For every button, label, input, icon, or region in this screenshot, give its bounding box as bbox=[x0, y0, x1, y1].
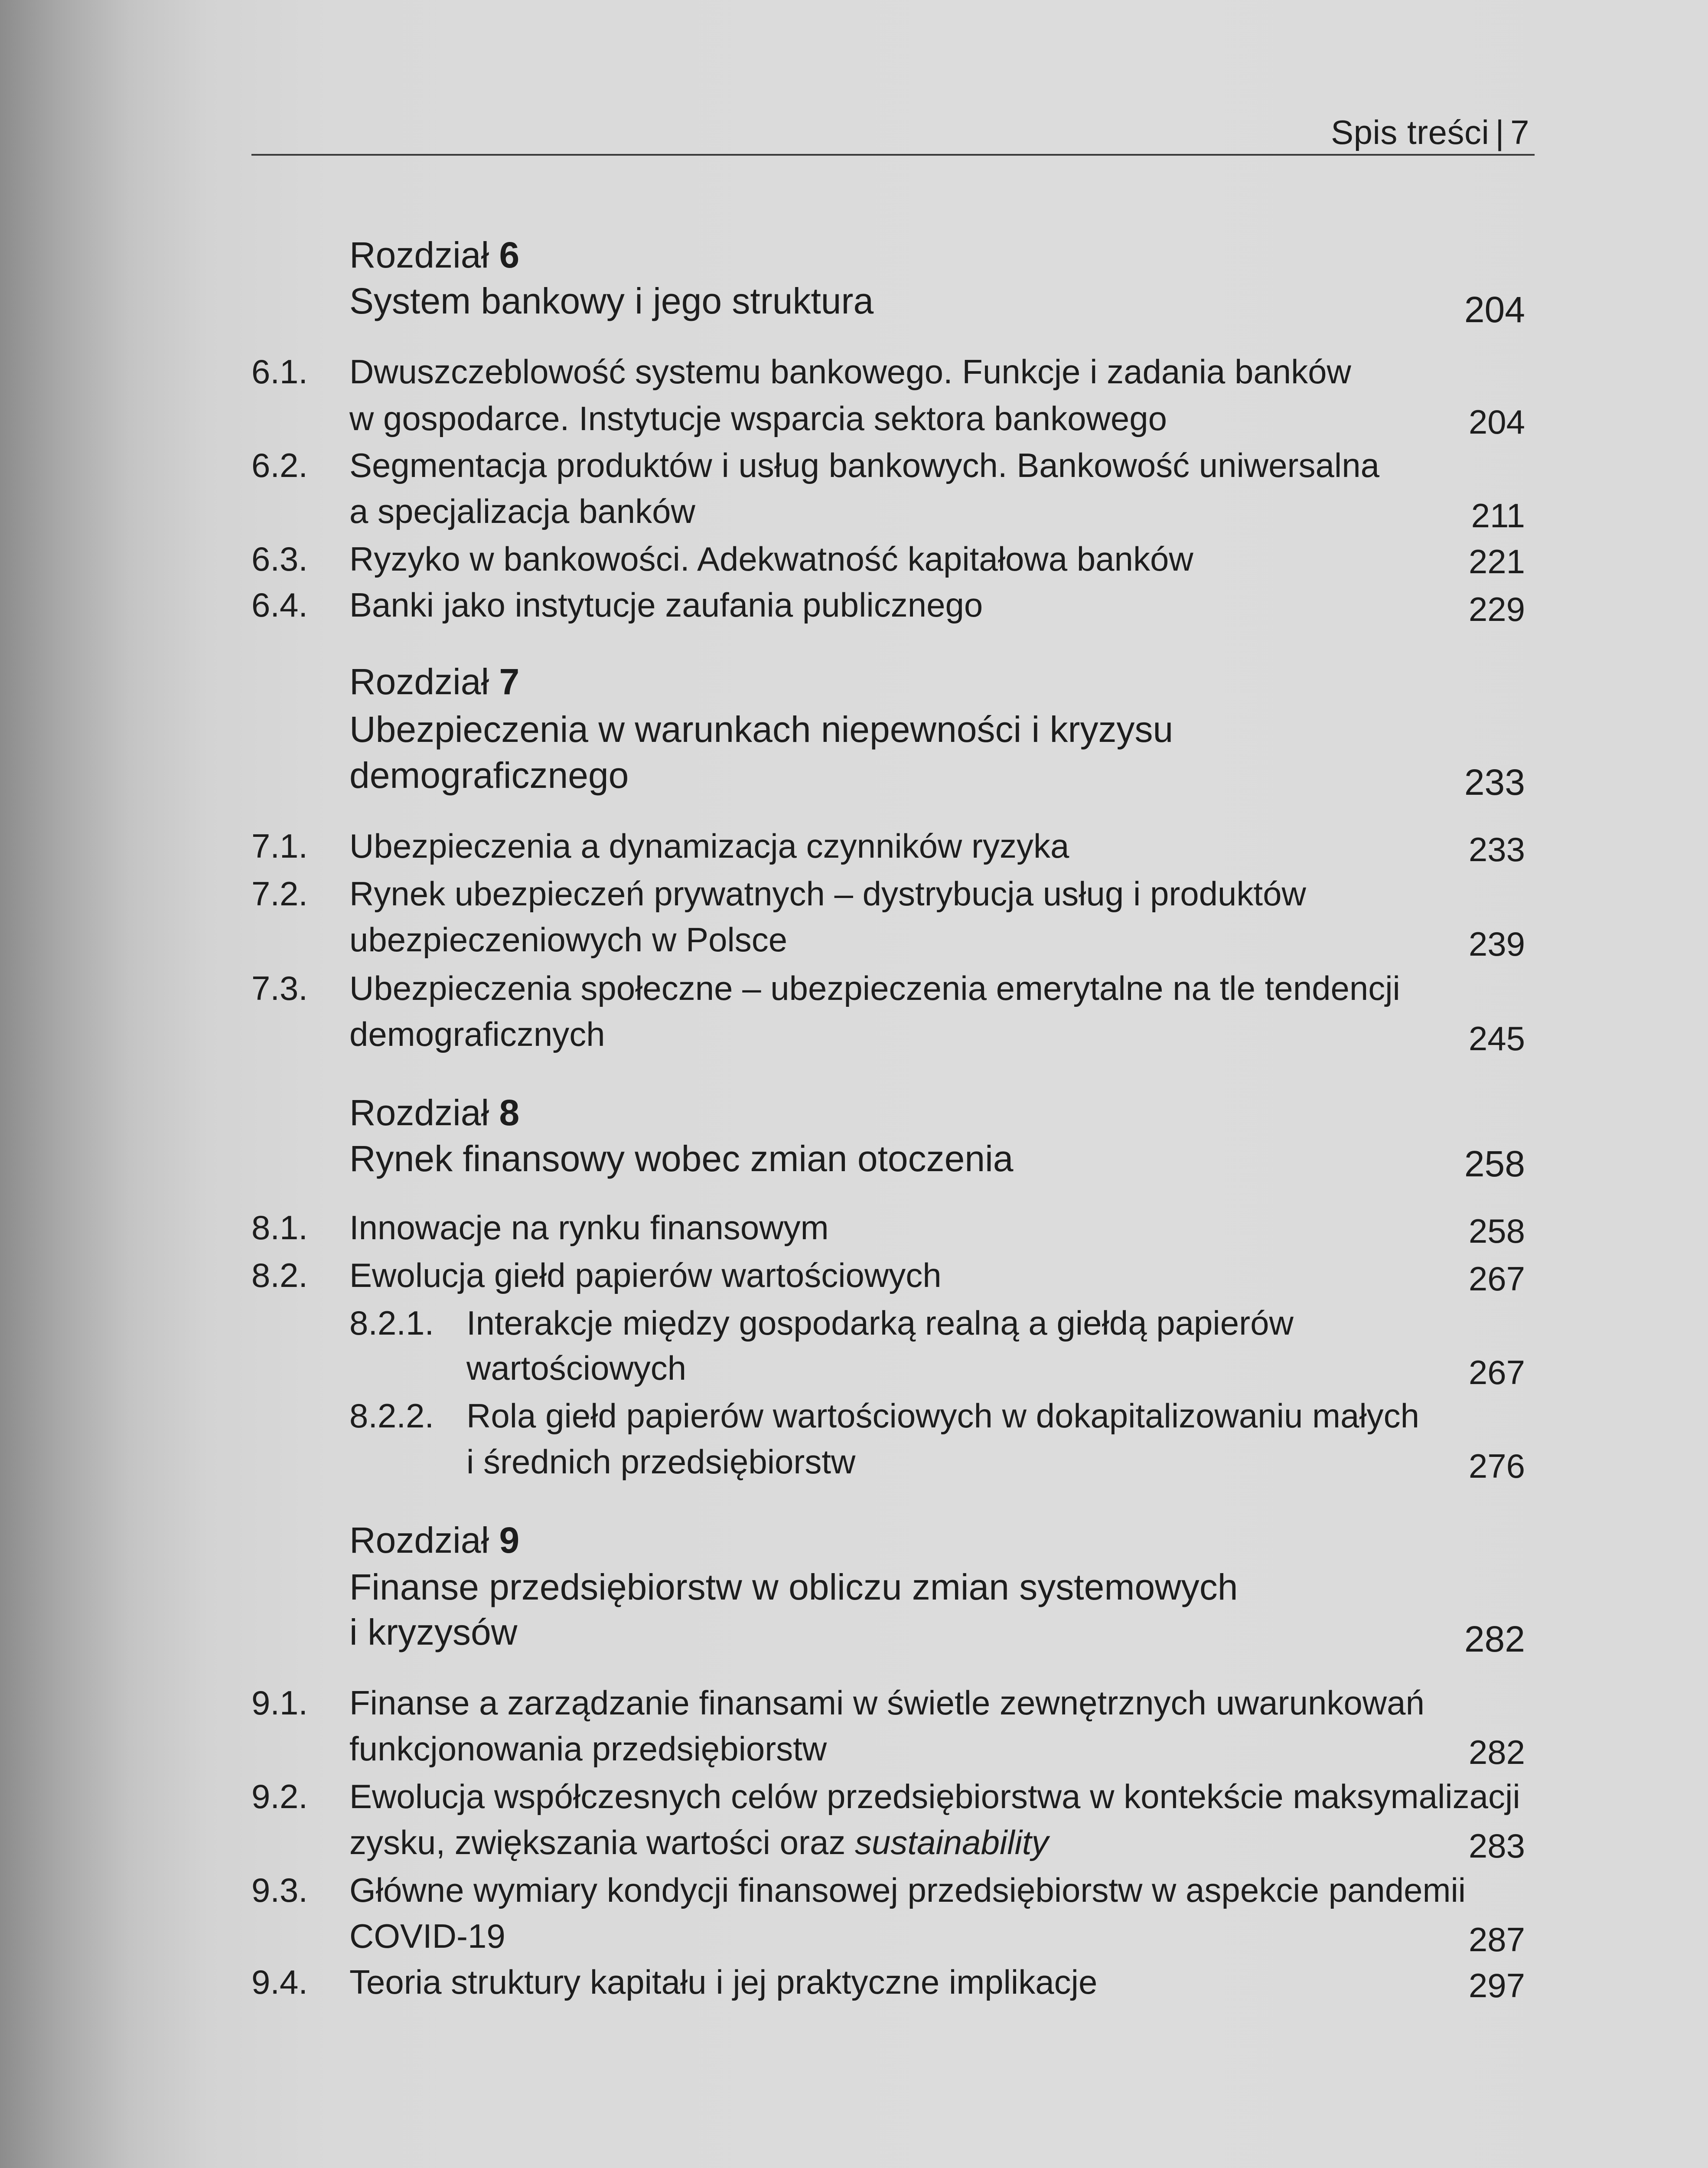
chapter-title-cont: i kryzysów bbox=[349, 1612, 518, 1652]
section-title: Ryzyko w bankowości. Adekwatność kapitałowa banków bbox=[349, 540, 1193, 578]
section-title: Teoria struktury kapitału i jej praktyczne implikacje bbox=[349, 1963, 1098, 2001]
section-number: 9.4. bbox=[251, 1963, 308, 2001]
chapter-heading bbox=[349, 237, 519, 273]
section-number: 6.3. bbox=[251, 540, 308, 578]
section-title: Dwuszczeblowość systemu bankowego. Funkcje i zadania banków bbox=[349, 353, 1351, 391]
subsection-title-cont: wartościowych bbox=[466, 1349, 687, 1387]
section-title: Ewolucja giełd papierów wartościowych bbox=[349, 1256, 942, 1294]
chapter-heading bbox=[349, 1520, 520, 1561]
section-number: 6.2. bbox=[251, 446, 308, 484]
running-head-page: 7 bbox=[1510, 113, 1529, 151]
section-title: Ubezpieczenia społeczne – ubezpieczenia emerytalne na tle tendencji bbox=[349, 969, 1400, 1007]
chapter-number: 8 bbox=[499, 1092, 520, 1133]
section-title-cont: ubezpieczeniowych w Polsce bbox=[349, 921, 788, 959]
running-head-separator: | bbox=[1495, 113, 1505, 151]
section-number: 7.2. bbox=[251, 875, 308, 913]
section-title-cont: a specjalizacja banków bbox=[349, 492, 695, 530]
section-title: Finanse a zarządzanie finansami w świetle zewnętrznych uwarunkowań bbox=[349, 1684, 1424, 1722]
section-number: 7.1. bbox=[251, 827, 308, 865]
chapter-title: System bankowy i jego struktura bbox=[349, 281, 874, 321]
chapter-number: 6 bbox=[499, 235, 520, 275]
section-title: Rynek ubezpieczeń prywatnych – dystrybucja usług i produktów bbox=[349, 875, 1306, 913]
section-title: Ewolucja współczesnych celów przedsiębiorstwa w kontekście maksymalizacji bbox=[349, 1777, 1520, 1815]
section-page: 229 bbox=[1468, 590, 1525, 628]
section-page: 233 bbox=[1468, 830, 1525, 869]
chapter-number: 7 bbox=[499, 661, 520, 702]
section-number: 7.3. bbox=[251, 969, 308, 1007]
section-title-italic: sustainability bbox=[855, 1823, 1049, 1861]
section-page: 221 bbox=[1468, 542, 1525, 581]
chapter-number: 9 bbox=[499, 1520, 520, 1561]
section-page: 297 bbox=[1468, 1966, 1525, 2005]
chapter-title: Ubezpieczenia w warunkach niepewności i kryzysu bbox=[349, 709, 1173, 750]
running-head-title: Spis treści bbox=[1331, 113, 1490, 151]
section-number: 9.3. bbox=[251, 1871, 308, 1909]
section-page: 211 bbox=[1471, 496, 1525, 535]
section-page: 267 bbox=[1468, 1260, 1525, 1298]
section-title: Banki jako instytucje zaufania publicznego bbox=[349, 586, 983, 624]
section-title: Główne wymiary kondycji finansowej przedsiębiorstw w aspekcie pandemii bbox=[349, 1871, 1466, 1909]
subsection-number: 8.2.2. bbox=[349, 1397, 434, 1435]
section-title-cont: w gospodarce. Instytucje wsparcia sektora bankowego bbox=[349, 399, 1167, 438]
chapter-label: Rozdział bbox=[349, 235, 489, 275]
chapter-page: 258 bbox=[1464, 1143, 1525, 1184]
section-title: Ubezpieczenia a dynamizacja czynników ryzyka bbox=[349, 827, 1069, 865]
subsection-title: Interakcje między gospodarką realną a giełdą papierów bbox=[466, 1304, 1294, 1342]
chapter-title: Finanse przedsiębiorstw w obliczu zmian systemowych bbox=[349, 1567, 1238, 1607]
section-page: 283 bbox=[1468, 1827, 1525, 1865]
section-page: 276 bbox=[1468, 1447, 1525, 1485]
section-title-cont: COVID-19 bbox=[349, 1917, 505, 1955]
section-page: 245 bbox=[1468, 1019, 1525, 1058]
subsection-title: Rola giełd papierów wartościowych w dokapitalizowaniu małych bbox=[466, 1397, 1420, 1435]
chapter-label: Rozdział bbox=[349, 1092, 489, 1133]
section-title: Segmentacja produktów i usług bankowych. Bankowość uniwersalna bbox=[349, 446, 1379, 484]
section-page: 239 bbox=[1468, 925, 1525, 963]
section-page: 258 bbox=[1468, 1212, 1525, 1250]
chapter-page: 204 bbox=[1464, 289, 1525, 330]
section-page: 204 bbox=[1468, 403, 1525, 441]
section-page: 287 bbox=[1468, 1920, 1525, 1959]
section-page: 267 bbox=[1468, 1353, 1525, 1391]
chapter-title: Rynek finansowy wobec zmian otoczenia bbox=[349, 1138, 1014, 1179]
section-title-cont bbox=[349, 1825, 1049, 1859]
section-number: 9.2. bbox=[251, 1777, 308, 1815]
section-title-cont: funkcjonowania przedsiębiorstw bbox=[349, 1730, 827, 1768]
section-title-part: zysku, zwiększania wartości oraz bbox=[349, 1823, 846, 1861]
chapter-page: 282 bbox=[1464, 1619, 1525, 1659]
chapter-page: 233 bbox=[1464, 762, 1525, 803]
subsection-title-cont: i średnich przedsiębiorstw bbox=[466, 1443, 856, 1481]
section-number: 6.4. bbox=[251, 586, 308, 624]
section-page: 282 bbox=[1468, 1733, 1525, 1771]
section-number: 8.2. bbox=[251, 1256, 308, 1294]
section-title: Innowacje na rynku finansowym bbox=[349, 1208, 829, 1247]
section-number: 9.1. bbox=[251, 1684, 308, 1722]
subsection-number: 8.2.1. bbox=[349, 1304, 434, 1342]
chapter-heading bbox=[349, 663, 519, 700]
chapter-label: Rozdział bbox=[349, 1520, 489, 1561]
chapter-heading bbox=[349, 1094, 519, 1131]
chapter-label: Rozdział bbox=[349, 661, 489, 702]
chapter-title-cont: demograficznego bbox=[349, 755, 629, 796]
section-title-cont: demograficznych bbox=[349, 1015, 605, 1053]
section-number: 6.1. bbox=[251, 353, 308, 391]
section-number: 8.1. bbox=[251, 1208, 308, 1247]
